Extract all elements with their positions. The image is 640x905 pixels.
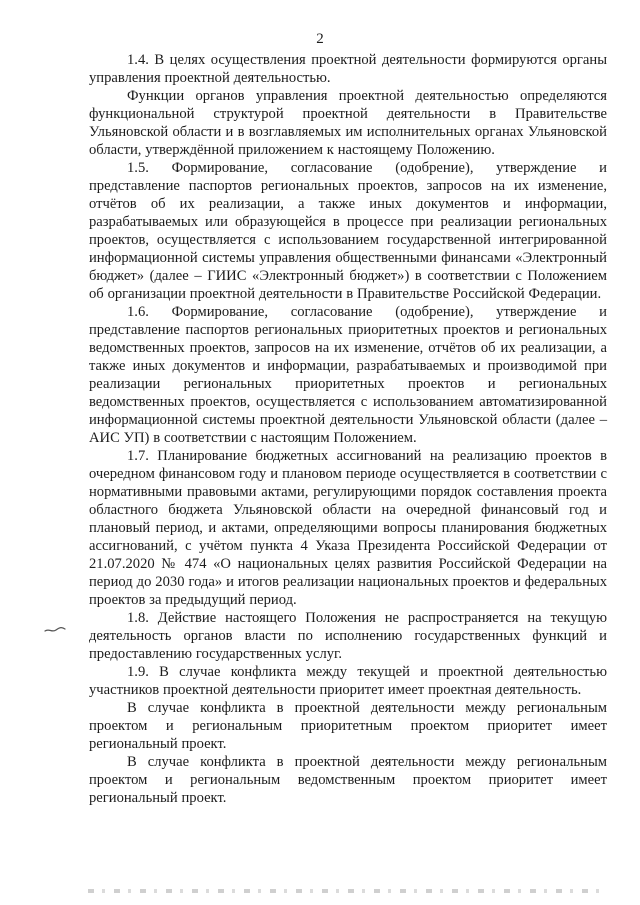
scan-footer-noise	[88, 889, 608, 893]
paragraph-functions: Функции органов управления проектной деятельностью определяются функциональной структурой проектной деятельности в Правительстве Ульяновской области и в возглавляемых им исполнительных органах Ульяновской области, утверждённой приложением к настоящему Положению.	[89, 88, 607, 158]
paragraph-1-4: 1.4. В целях осуществления проектной деятельности формируются органы управления проектной деятельностью.	[89, 52, 607, 86]
document-body	[89, 51, 607, 807]
paragraph-1-5: 1.5. Формирование, согласование (одобрение), утверждение и представление паспортов региональных проектов, запросов на их изменение, отчётов об их реализации, а также иных документов и информации, разрабатываемых или образующейся в процессе при реализации региональных проектов, осуществляется с использованием государственной интегрированной информационной системы управления общественными финансами «Электронный бюджет» (далее – ГИИС «Электронный бюджет») в соответствии с Положением об организации проектной деятельности в Правительстве Российской Федерации.	[89, 160, 607, 302]
page-number: 2	[316, 31, 324, 47]
paragraph-conflict-priority: В случае конфликта в проектной деятельности между региональным проектом и региональным приоритетным проектом приоритет имеет региональный проект.	[89, 700, 607, 752]
paragraph-1-6: 1.6. Формирование, согласование (одобрение), утверждение и представление паспортов региональных приоритетных проектов и региональных ведомственных проектов, запросов на их изменение, отчётов об их реализации, а также иных документов и информации, разрабатываемых и производимой при реализации региональных приоритетных проектов и региональных ведомственных проектов, осуществляется с использованием автоматизированной информационной системы проектной деятельности Ульяновской области (далее – АИС УП) в соответствии с настоящим Положением.	[89, 304, 607, 446]
paragraph-1-9: 1.9. В случае конфликта между текущей и проектной деятельностью участников проектной деятельности приоритет имеет проектная деятельность.	[89, 664, 607, 698]
paragraph-1-7: 1.7. Планирование бюджетных ассигнований на реализацию проектов в очередном финансовом году и плановом периоде осуществляется в соответствии с нормативными правовыми актами, регулирующими порядок составления проекта областного бюджета Ульяновской области на очередной финансовый год и плановый период, и актами, определяющими вопросы планирования бюджетных ассигнований, с учётом пункта 4 Указа Президента Российской Федерации от 21.07.2020 № 474 «О национальных целях развития Российской Федерации на период до 2030 года» и итогов реализации национальных проектов и федеральных проектов за предыдущий период.	[89, 448, 607, 608]
paragraph-1-8: 1.8. Действие настоящего Положения не распространяется на текущую деятельность органов власти по исполнению государственных функций и предоставлению государственных услуг.	[89, 610, 607, 662]
margin-scan-mark	[44, 624, 66, 634]
paragraph-conflict-departmental: В случае конфликта в проектной деятельности между региональным проектом и региональным ведомственным проектом приоритет имеет региональный проект.	[89, 754, 607, 806]
